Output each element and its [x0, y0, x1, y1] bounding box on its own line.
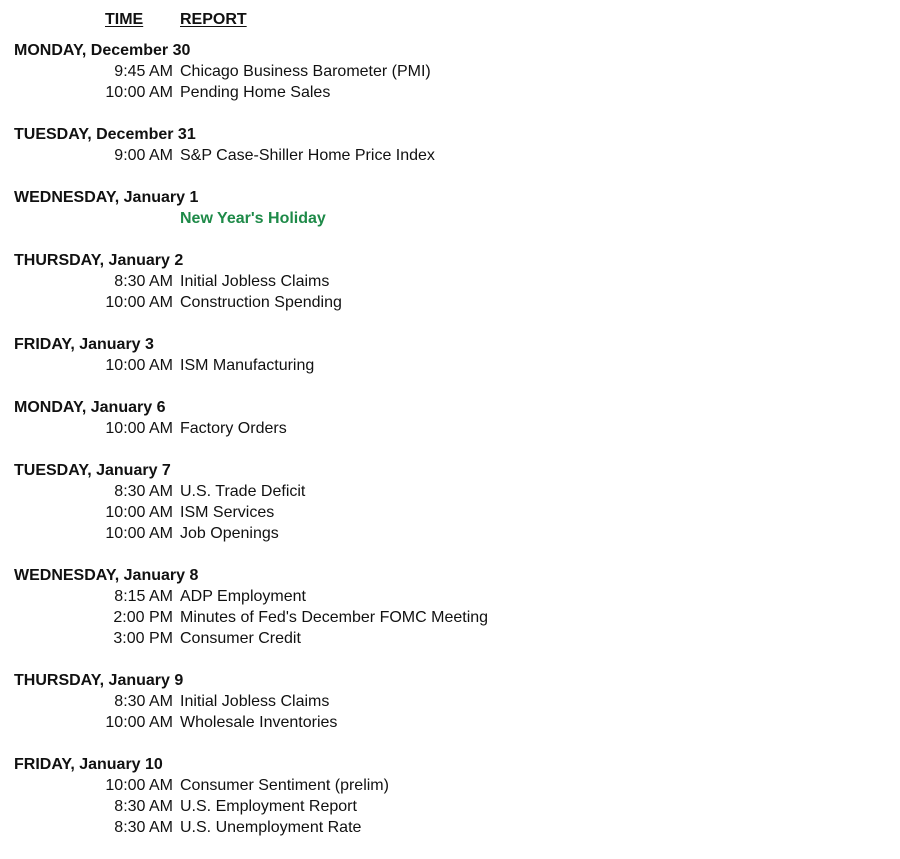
event-report: U.S. Trade Deficit: [180, 483, 306, 500]
day-group: [0, 40, 900, 103]
event-report: Minutes of Fed's December FOMC Meeting: [180, 609, 489, 626]
event-report: Construction Spending: [180, 294, 342, 311]
event-time: 10:00 AM: [105, 714, 173, 731]
day-heading: MONDAY, December 30: [14, 42, 191, 59]
event-row: [0, 355, 900, 376]
event-time: 10:00 AM: [105, 504, 173, 521]
event-row: [0, 292, 900, 313]
event-row: [0, 817, 900, 838]
event-time: 10:00 AM: [105, 294, 173, 311]
event-row: [0, 82, 900, 103]
event-report: Pending Home Sales: [180, 84, 331, 101]
event-row: [0, 502, 900, 523]
event-report: Chicago Business Barometer (PMI): [180, 63, 431, 80]
day-heading: THURSDAY, January 2: [14, 252, 184, 269]
event-report: Factory Orders: [180, 420, 287, 437]
event-time: 10:00 AM: [105, 357, 173, 374]
event-row: [0, 61, 900, 82]
event-time: 2:00 PM: [113, 609, 173, 626]
event-row: [0, 607, 900, 628]
event-report: ADP Employment: [180, 588, 306, 605]
event-row: [0, 691, 900, 712]
event-report: Job Openings: [180, 525, 279, 542]
day-group: [0, 334, 900, 376]
day-group: [0, 565, 900, 649]
event-time: 8:30 AM: [114, 798, 173, 815]
day-group: [0, 670, 900, 733]
event-time: 9:45 AM: [114, 63, 173, 80]
event-report: S&P Case-Shiller Home Price Index: [180, 147, 435, 164]
day-group: [0, 187, 900, 229]
event-report: U.S. Unemployment Rate: [180, 819, 362, 836]
event-time: 10:00 AM: [105, 84, 173, 101]
time-column-header: TIME: [105, 11, 144, 28]
event-time: 3:00 PM: [113, 630, 173, 647]
event-row: [0, 586, 900, 607]
event-row: [0, 418, 900, 439]
event-report: ISM Manufacturing: [180, 357, 315, 374]
day-heading: TUESDAY, December 31: [14, 126, 196, 143]
event-report: Consumer Sentiment (prelim): [180, 777, 389, 794]
day-heading: FRIDAY, January 10: [14, 756, 163, 773]
day-heading: MONDAY, January 6: [14, 399, 166, 416]
event-time: 8:30 AM: [114, 819, 173, 836]
day-heading: FRIDAY, January 3: [14, 336, 154, 353]
event-row: [0, 628, 900, 649]
event-row: [0, 712, 900, 733]
event-row: [0, 796, 900, 817]
holiday-row: [0, 208, 900, 229]
event-report: Initial Jobless Claims: [180, 693, 330, 710]
day-group: [0, 754, 900, 838]
holiday-label: New Year's Holiday: [180, 210, 326, 227]
event-report: Wholesale Inventories: [180, 714, 338, 731]
event-time: 8:30 AM: [114, 693, 173, 710]
event-row: [0, 271, 900, 292]
event-time: 9:00 AM: [114, 147, 173, 164]
event-report: Consumer Credit: [180, 630, 301, 647]
event-time: 8:30 AM: [114, 273, 173, 290]
report-column-header: REPORT: [180, 11, 247, 28]
event-time: 10:00 AM: [105, 525, 173, 542]
event-row: [0, 523, 900, 544]
event-report: ISM Services: [180, 504, 275, 521]
event-report: Initial Jobless Claims: [180, 273, 330, 290]
schedule-list: [0, 40, 900, 859]
column-header-row: [0, 9, 600, 30]
day-heading: WEDNESDAY, January 8: [14, 567, 199, 584]
day-group: [0, 124, 900, 166]
event-time: 8:15 AM: [114, 588, 173, 605]
event-row: [0, 481, 900, 502]
day-group: [0, 397, 900, 439]
day-heading: TUESDAY, January 7: [14, 462, 171, 479]
event-time: 10:00 AM: [105, 420, 173, 437]
event-row: [0, 145, 900, 166]
event-time: 8:30 AM: [114, 483, 173, 500]
event-row: [0, 775, 900, 796]
day-heading: THURSDAY, January 9: [14, 672, 184, 689]
event-time: 10:00 AM: [105, 777, 173, 794]
day-group: [0, 250, 900, 313]
day-group: [0, 460, 900, 544]
day-heading: WEDNESDAY, January 1: [14, 189, 199, 206]
event-report: U.S. Employment Report: [180, 798, 357, 815]
